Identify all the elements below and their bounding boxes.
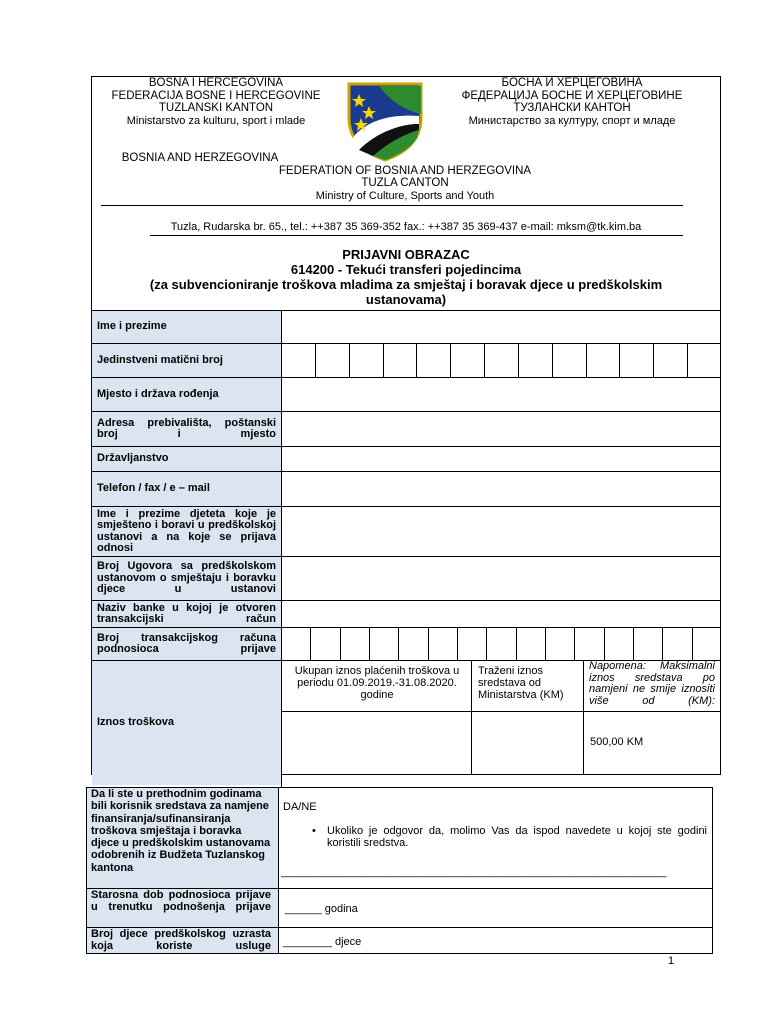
header-right-line1: БОСНА И ХЕРЦЕГОВИНА — [501, 77, 643, 89]
form-description: (za subvencioniranje troškova mladima za smještaj i boravak djece u predškolskim — [149, 277, 663, 292]
jmbg-digit-cell[interactable] — [281, 343, 315, 378]
jmbg-digit-cell[interactable] — [315, 343, 349, 378]
account-digit-cell[interactable] — [369, 627, 398, 661]
lower-col-divider — [278, 787, 279, 954]
citizenship-input[interactable] — [281, 446, 721, 472]
bullet-icon: • — [312, 825, 316, 837]
jmbg-input[interactable] — [281, 343, 721, 378]
account-digit-cell[interactable] — [604, 627, 633, 661]
jmbg-digit-cell[interactable] — [349, 343, 383, 378]
account-input[interactable] — [281, 627, 721, 661]
jmbg-digit-cell[interactable] — [450, 343, 484, 378]
costs-col-divider-2 — [583, 660, 584, 775]
jmbg-digit-cell[interactable] — [484, 343, 518, 378]
costs-col2-header: Traženi iznos sredstava od Ministarstva (KM) — [478, 665, 564, 701]
citizenship-label: Državljanstvo — [92, 447, 281, 471]
page-number: 1 — [668, 955, 675, 967]
name-input[interactable] — [281, 310, 721, 344]
children-value[interactable]: ________ djece — [283, 936, 362, 948]
header-left-line1: BOSNA I HERCEGOVINA — [148, 77, 284, 89]
form-subtitle: 614200 - Tekući transferi pojedincima — [290, 262, 522, 277]
header-right-line3: ТУЗЛАНСКИ КАНТОН — [513, 102, 631, 114]
jmbg-label: Jedinstveni matični broj — [92, 344, 281, 377]
jmbg-digit-cell[interactable] — [383, 343, 417, 378]
account-digit-cell[interactable] — [662, 627, 691, 661]
account-digit-cell[interactable] — [486, 627, 515, 661]
header-address: Tuzla, Rudarska br. 65., tel.: ++387 35 369-352 fax.: ++387 35 369-437 e-mail: mksm@tk.kim.ba — [170, 221, 642, 233]
costs-max-value: 500,00 KM — [590, 736, 644, 748]
contact-input[interactable] — [281, 471, 721, 507]
account-digit-cell[interactable] — [428, 627, 457, 661]
header-rule-1 — [101, 205, 683, 206]
header-en-line1: BOSNIA AND HERZEGOVINA — [121, 152, 279, 164]
header-en-line4: Ministry of Culture, Sports and Youth — [315, 190, 495, 202]
account-digit-cell[interactable] — [310, 627, 339, 661]
account-digit-cell[interactable] — [457, 627, 486, 661]
contact-label: Telefon / fax / e – mail — [92, 472, 281, 506]
header-left-line4: Ministarstvo za kulturu, sport i mlade — [126, 115, 306, 127]
header-en-line2: FEDERATION OF BOSNIA AND HERZEGOVINA — [278, 165, 532, 177]
account-digit-cell[interactable] — [633, 627, 662, 661]
jmbg-digit-cell[interactable] — [518, 343, 552, 378]
account-digit-cell[interactable] — [516, 627, 545, 661]
coat-of-arms-icon — [345, 80, 425, 162]
prior-label: Da li ste u prethodnim godinama bili korisnik sredstava za namjene finansiranja/sufinansiranja troškova smještaja i boravka djece u predškolskim ustanovama odobrenih iz Budžeta Tuzlanskog kantona — [91, 788, 271, 874]
form-title: PRIJAVNI OBRAZAC — [342, 247, 470, 262]
children-label: Broj djece predškolskog uzrasta koja koriste usluge — [91, 928, 271, 952]
child-name-label: Ime i prezime djeteta koje je smješteno i boravi u predškolskoj ustanovi a na koje se prijava odnosi — [92, 507, 281, 556]
header-rule-2 — [150, 235, 683, 236]
account-digit-cell[interactable] — [574, 627, 603, 661]
jmbg-digit-cell[interactable] — [619, 343, 653, 378]
prior-bullet: Ukoliko je odgovor da, molimo Vas da ispod navedete u kojoj ste godini koristili sredstva. — [327, 825, 707, 849]
address-input[interactable] — [281, 411, 721, 447]
costs-col1-header: Ukupan iznos plaćenih troškova u periodu 01.09.2019.-31.08.2020. godine — [294, 665, 460, 701]
account-digit-cell[interactable] — [281, 627, 310, 661]
costs-label: Iznos troškova — [92, 661, 281, 785]
prior-year-line[interactable]: _______________________________________________________________ — [281, 866, 667, 878]
header-right-line4: Министарство за културу, спорт и младе — [468, 115, 676, 127]
bank-input[interactable] — [281, 600, 721, 628]
costs-paid-input[interactable] — [282, 712, 471, 774]
jmbg-digit-cell[interactable] — [687, 343, 721, 378]
jmbg-digit-cell[interactable] — [416, 343, 450, 378]
address-label: Adresa prebivališta, poštanski broj i mjesto — [92, 412, 281, 446]
header-right-line2: ФЕДЕРАЦИЈА БОСНЕ И ХЕРЦЕГОВИНЕ — [461, 90, 683, 102]
contract-label: Broj Ugovora sa predškolskom ustanovom o smještaju i boravku djece u ustanovi — [92, 557, 281, 600]
account-digit-cell[interactable] — [692, 627, 721, 661]
contract-input[interactable] — [281, 556, 721, 601]
birthplace-input[interactable] — [281, 377, 721, 412]
account-label: Broj transakcijskog računa podnosioca prijave — [92, 628, 281, 660]
jmbg-digit-cell[interactable] — [552, 343, 586, 378]
birthplace-label: Mjesto i država rođenja — [92, 378, 281, 411]
header-left-line3: TUZLANSKI KANTON — [158, 102, 274, 114]
account-digit-cell[interactable] — [545, 627, 574, 661]
name-label: Ime i prezime — [92, 311, 281, 343]
costs-bottom-rule — [281, 774, 721, 775]
header-left-line2: FEDERACIJA BOSNE I HERCEGOVINE — [111, 90, 321, 102]
header-en-line3: TUZLA CANTON — [361, 177, 449, 189]
account-digit-cell[interactable] — [398, 627, 427, 661]
jmbg-digit-cell[interactable] — [586, 343, 620, 378]
costs-requested-input[interactable] — [472, 712, 583, 774]
costs-col3-note: Napomena: Maksimalni iznos sredstava po namjeni ne smije iznositi više od (KM): — [589, 660, 715, 707]
form-description-cont: ustanovama) — [365, 292, 447, 307]
age-label: Starosna dob podnosioca prijave u trenutku podnošenja prijave — [91, 889, 271, 913]
jmbg-digit-cell[interactable] — [653, 343, 687, 378]
prior-answer[interactable]: DA/NE — [283, 801, 317, 813]
account-digit-cell[interactable] — [340, 627, 369, 661]
age-value[interactable]: ______ godina — [285, 903, 358, 915]
child-name-input[interactable] — [281, 506, 721, 557]
bank-label: Naziv banke u kojoj je otvoren transakcijski račun — [92, 601, 281, 627]
